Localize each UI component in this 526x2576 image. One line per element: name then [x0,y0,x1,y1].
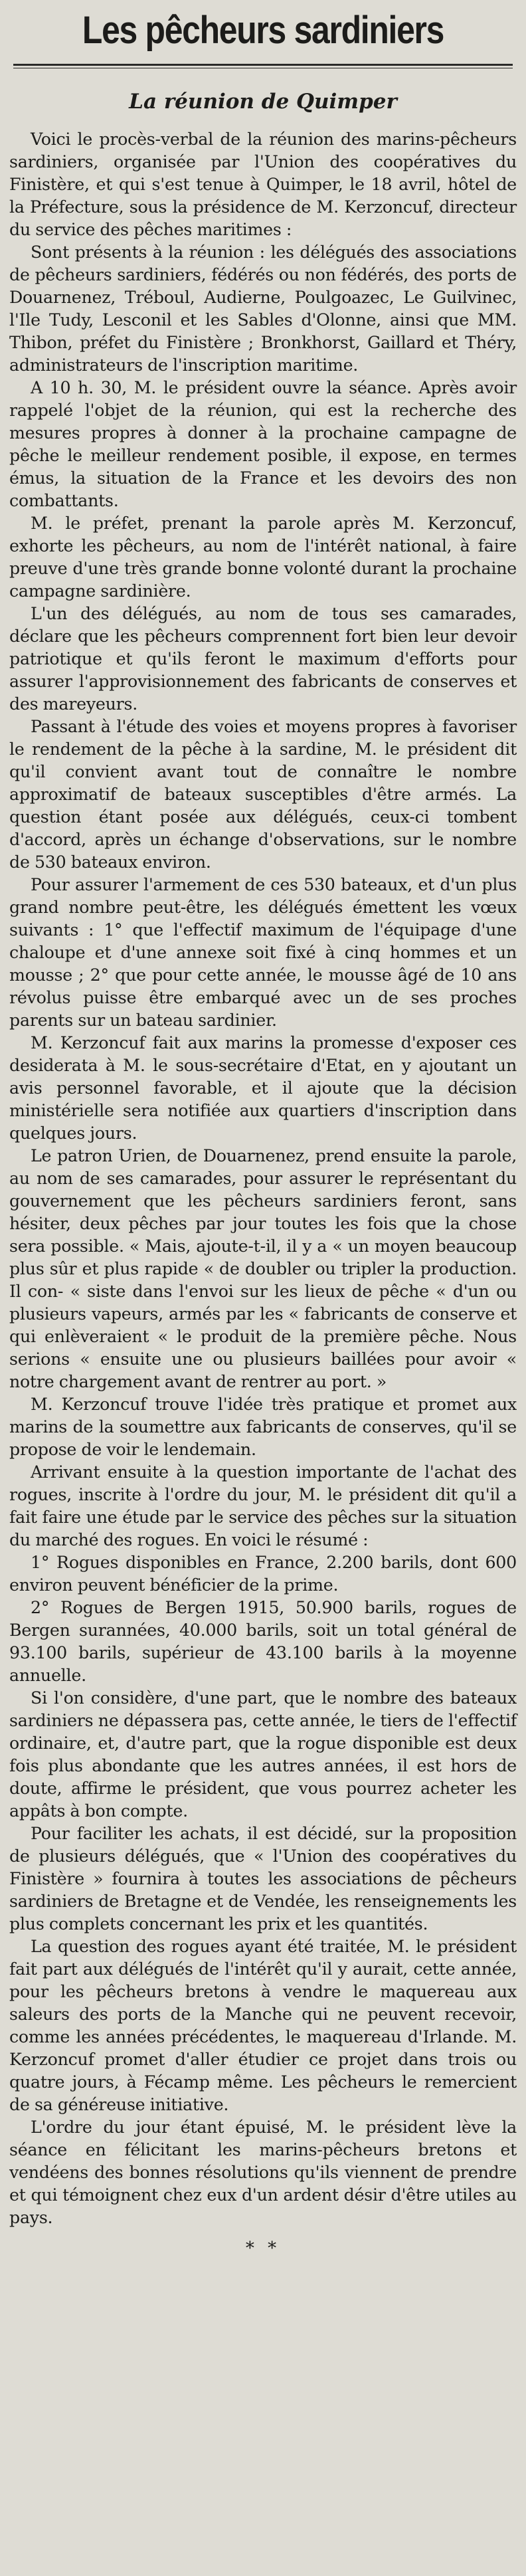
paragraph-promise: M. Kerzoncuf fait aux marins la promesse d'exposer ces desiderata à M. le sous-secrétaire d'Etat, en y ajoutant un avis personnel favorable, et il ajoute que la décision ministérielle sera notifiée aux quartiers d'inscription dans quelques jours. [9,1033,517,1143]
paragraph-rogues-analysis: Si l'on considère, d'une part, que le nombre des bateaux sardiniers ne dépassera pas, cette année, le tiers de l'effectif ordinaire, et, d'autre part, que la rogue disponible est deux fois plus abondante que les autres années, il est hors de doute, affirme le président, que vous pourrez acheter les appâts à bon compte. [9,1688,517,1821]
paragraph-attendees: Sont présents à la réunion : les délégués des associations de pêcheurs sardiniers, fédérés ou non fédérés, des ports de Douarnenez, Tréboul, Audierne, Poulgoazec, Le Guilvinec, l'Ile Tudy, Lesconil et les Sables d'Olonne, ainsi que MM. Thibon, préfet du Finistère ; Bronkhorst, Gaillard et Théry, administrateurs de l'inscription maritime. [9,243,517,375]
paragraph-mackerel: La question des rogues ayant été traitée, M. le président fait part aux délégués de l'intérêt qu'il y aurait, cette année, pour les pêcheurs bretons à vendre le maquereau aux saleurs des ports de la Manche qui ne peuvent recevoir, comme les années précédentes, le maquereau d'Irlande. M. Kerzoncuf promet d'aller étudier ce projet dans trois ou quatre jours, à Fécamp même. Les pêcheurs le remercient de sa généreuse initiative. [9,1937,517,2114]
paragraph-boat-count: Passant à l'étude des voies et moyens propres à favoriser le rendement de la pêche à la sardine, M. le président dit qu'il convient avant tout de connaître le nombre approximatif de bateaux susceptibles d'être armés. La question étant posée aux délégués, ceux-ci tombent d'accord, après un échange d'observations, sur le nombre de 530 bateaux environ. [9,717,517,872]
article-body [9,128,517,2229]
paragraph-intro: Voici le procès-verbal de la réunion des marins-pêcheurs sardiniers, organisée par l'Union des coopératives du Finistère, et qui s'est tenue à Quimper, le 18 avril, hôtel de la Préfecture, sous la présidence de M. Kerzoncuf, directeur du service des pêches maritimes : [9,130,517,239]
article-headline: Les pêcheurs sardiniers [82,9,444,52]
paragraph-rogues-france: 1° Rogues disponibles en France, 2.200 barils, dont 600 environ peuvent bénéficier de la prime. [9,1553,517,1595]
paragraph-crew-wishes: Pour assurer l'armement de ces 530 bateaux, et d'un plus grand nombre peut-être, les délégués émettent les vœux suivants : 1° que l'effectif maximum de l'équipage d'une chaloupe et d'une annexe soit fixé à cinq hommes et un mousse ; 2° que pour cette année, le mousse âgé de 10 ans révolus puisse être embarqué avec un de ses proches parents sur un bateau sardinier. [9,875,517,1030]
end-mark: * * [245,2238,281,2258]
paragraph-closing: L'ordre du jour étant épuisé, M. le président lève la séance en félicitant les marins-pêcheurs bretons et vendéens des bonnes résolutions qu'ils viennent de prendre et qui témoignent chez eux d'un ardent désir d'être utiles au pays. [9,2118,517,2227]
headline-rule [13,64,513,66]
paragraph-rogues-bergen: 2° Rogues de Bergen 1915, 50.900 barils, rogues de Bergen surannées, 40.000 barils, soit un total général de 93.100 barils, supérieur de 43.100 barils à la moyenne annuelle. [9,1598,517,1685]
paragraph-delegate-reply: L'un des délégués, au nom de tous ses camarades, déclare que les pêcheurs comprennent fort bien leur devoir patriotique et qu'ils feront le maximum d'efforts pour assurer l'approvisionnement des fabricants de conserves et des mareyeurs. [9,604,517,714]
paragraph-prefect: M. le préfet, prenant la parole après M. Kerzoncuf, exhorte les pêcheurs, au nom de l'intérêt national, à faire preuve d'une très grande bonne volonté durant la prochaine campagne sardinière. [9,514,517,601]
paragraph-rogues-intro: Arrivant ensuite à la question importante de l'achat des rogues, inscrite à l'ordre du jour, M. le président dit qu'il a fait faire une étude par le service des pêches sur la situation du marché des rogues. En voici le résumé : [9,1462,517,1549]
paragraph-opening: A 10 h. 30, M. le président ouvre la séance. Après avoir rappelé l'objet de la réunion, qui est la recherche des mesures propres à donner à la prochaine campagne de pêche le meilleur rendement posible, il expose, en termes émus, la situation de la France et les devoirs des non combattants. [9,378,517,510]
paragraph-steamers: M. Kerzoncuf trouve l'idée très pratique et promet aux marins de la soumettre aux fabricants de conserves, qu'il se propose de voir le lendemain. [9,1395,517,1459]
article-subhead: La réunion de Quimper [129,90,397,114]
paragraph-purchases: Pour faciliter les achats, il est décidé, sur la proposition de plusieurs délégués, que « l'Union des coopératives du Finistère » fournira à toutes les associations de pêcheurs sardiniers de Bretagne et de Vendée, les renseignements les plus complets concernant les prix et les quantités. [9,1824,517,1933]
paragraph-urien: Le patron Urien, de Douarnenez, prend ensuite la parole, au nom de ses camarades, pour assurer le représentant du gouvernement que les pêcheurs sardiniers feront, sans hésiter, deux pêches par jour toutes les fois que la chose sera possible. « Mais, ajoute-t-il, il y a « un moyen beaucoup plus sûr et plus rapide « de doubler ou tripler la production. Il con- « siste dans l'envoi sur les lieux de pêche « d'un ou plusieurs vapeurs, armés par les « fabricants de conserve et qui enlèveraient « le produit de la première pêche. Nous serions « ensuite une ou plusieurs baillées pour avoir « notre chargement avant de rentrer au port. » [9,1146,517,1391]
